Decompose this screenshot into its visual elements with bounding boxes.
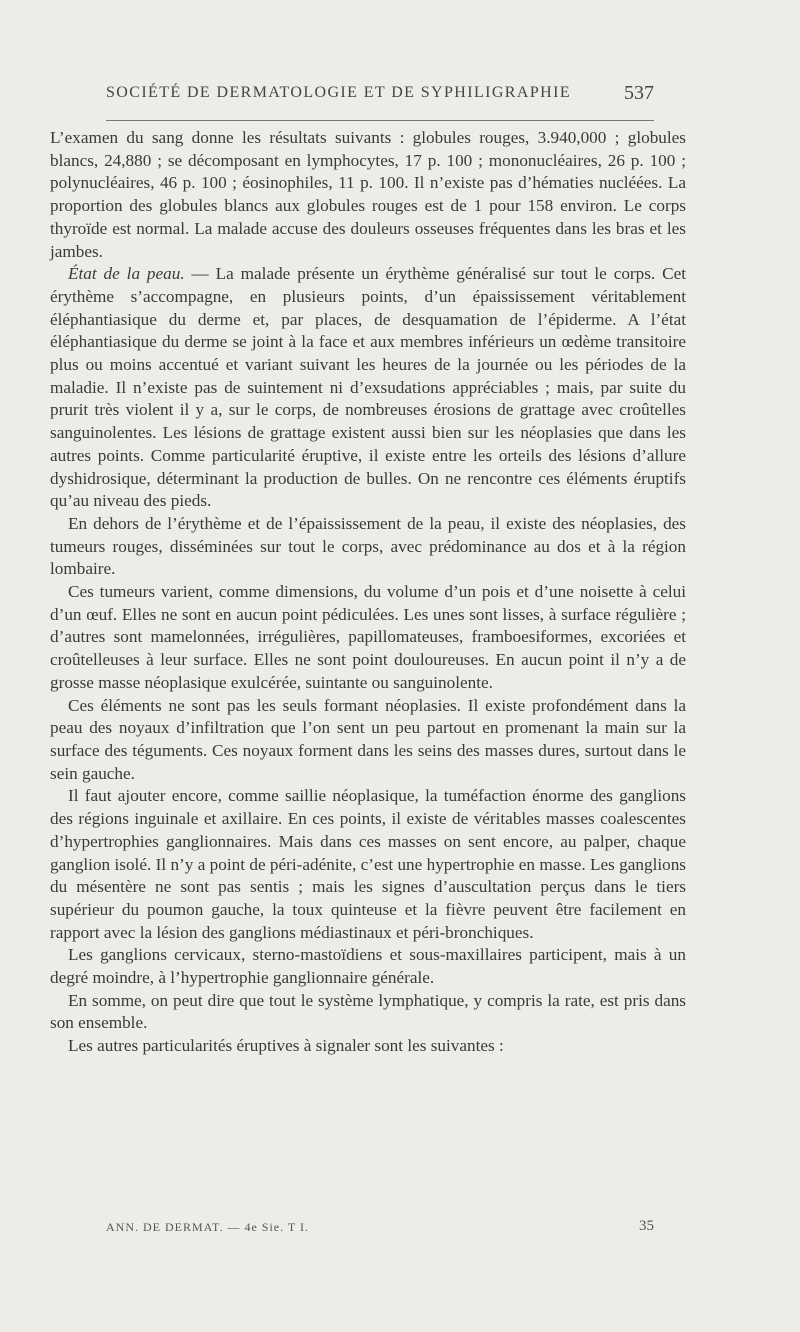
paragraph-skin-state [50,263,686,513]
article-body [50,127,686,1058]
page-header [106,82,654,112]
paragraph-text: Ces éléments ne sont pas les seuls formant néoplasies. Il existe profondément dans la peau des noyaux d’infiltration que l’on sent un peu partout en promenant la main sur la surface des téguments. Ces noyaux forment dans les seins des masses dures, surtout dans le sein gauche. [50,695,686,783]
paragraph-other-features [50,1035,686,1058]
paragraph-lymphatic-system [50,990,686,1035]
paragraph-text: En somme, on peut dire que tout le système lymphatique, y compris la rate, est pris dans son ensemble. [50,990,686,1033]
paragraph-ganglia [50,785,686,944]
paragraph-infiltration [50,695,686,786]
paragraph-text: Les autres particularités éruptives à signaler sont les suivantes : [68,1036,504,1056]
journal-signature: ANN. DE DERMAT. — 4e Sie. T I. [106,1220,309,1234]
paragraph-text: L’examen du sang donne les résultats suivants : globules rouges, 3.940,000 ; globules blancs, 24,880 ; se décomposant en lymphocytes, 17 p. 100 ; mononucléaires, 26 p. 100 ; polynucléaires, 46 p. 100 ; éosinophiles, 11 p. 100. Il n’existe pas d’hématies nucléées. La proportion des globules blancs aux globules rouges est de 1 pour 158 environ. Le corps thyroïde est normal. La malade accuse des douleurs osseuses fréquentes dans les bras et les jambes. [50,128,686,261]
paragraph-text: — La malade présente un érythème généralisé sur tout le corps. Cet érythème s’accompagne, en plusieurs points, d’un épaississement véritablement éléphantiasique du derme et, par places, de desquamation de l’épiderme. A l’état éléphantiasique du derme se joint à la face et aux membres inférieurs un œdème transitoire plus ou moins accentué et variant suivant les heures de la journée ou les périodes de la maladie. Il n’existe pas de suintement ni d’exsudations appréciables ; mais, par suite du prurit très violent il y a, sur le corps, de nombreuses érosions de grattage avec croûtelles sanguinolentes. Les lésions de grattage existent aussi bien sur les néoplasies que dans les autres points. Comme particularité éruptive, il existe entre les orteils des lésions d’allure dyshidrosique, déterminant la production de bulles. On ne rencontre ces éléments éruptifs qu’au niveau des pieds. [50,264,686,511]
paragraph-text: Il faut ajouter encore, comme saillie néoplasique, la tuméfaction énorme des ganglions des régions inguinale et axillaire. En ces points, il existe de véritables masses coalescentes d’hypertrophies ganglionnaires. Mais dans ces masses on sent encore, au palper, chaque ganglion isolé. Il n’y a point de péri-adénite, c’est une hypertrophie en masse. Les ganglions du mésentère ne sont pas sentis ; mais les signes d’auscultation perçus dans le tiers supérieur du poumon gauche, la toux quinteuse et la fièvre peuvent être facilement en rapport avec la lésion des ganglions médiastinaux et péri-bronchiques. [50,786,686,942]
paragraph-tumor-size [50,581,686,695]
paragraph-text: Ces tumeurs varient, comme dimensions, du volume d’un pois et d’une noisette à celui d’un œuf. Elles ne sont en aucun point pédiculées. Les unes sont lisses, à surface régulière ; d’autres sont mamelonnées, irrégulières, papillomateuses, framboesiformes, excoriées et croûtelleuses à leur surface. Elles ne sont point douloureuses. En aucun point il n’y a de grosse masse néoplasique exulcérée, suintante ou sanguinolente. [50,582,686,692]
paragraph-blood-exam [50,127,686,263]
paragraph-text: Les ganglions cervicaux, sterno-mastoïdiens et sous-maxillaires participent, mais à un degré moindre, à l’hypertrophie ganglionnaire générale. [50,945,686,988]
section-lead: État de la peau. [68,264,185,284]
running-title: SOCIÉTÉ DE DERMATOLOGIE ET DE SYPHILIGRAPHIE [106,84,571,101]
page-number: 537 [624,82,654,104]
header-rule [106,120,654,121]
paragraph-text: En dehors de l’érythème et de l’épaississement de la peau, il existe des néoplasies, des tumeurs rouges, disséminées sur tout le corps, avec prédominance au dos et à la région lombaire. [50,513,686,579]
sheet-signature: 35 [639,1218,654,1234]
page-footer [106,1218,654,1238]
paragraph-cervical-ganglia [50,944,686,989]
paragraph-neoplasias [50,513,686,581]
